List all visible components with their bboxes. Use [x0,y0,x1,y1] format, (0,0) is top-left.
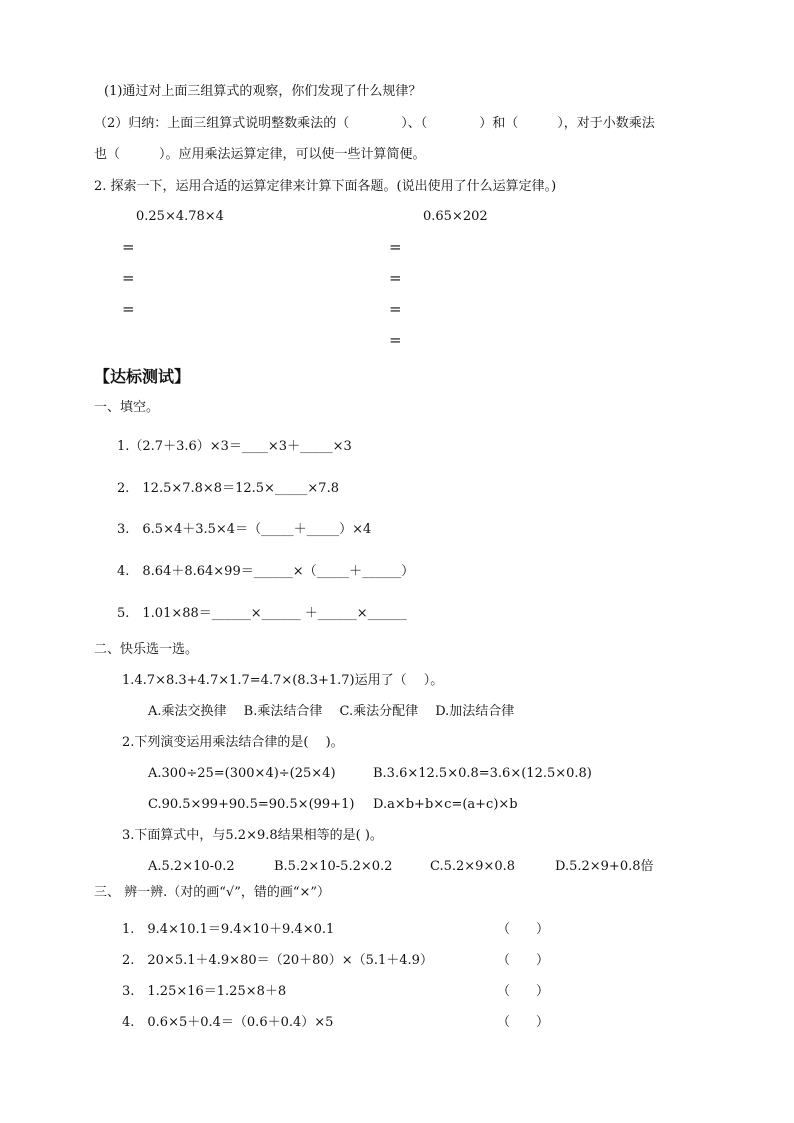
choice-option: D.5.2×9+0.8倍 [555,859,654,874]
question-observe-pattern: (1)通过对上面三组算式的观察，你们发现了什么规律？ [104,84,422,99]
question-summarize-line1: （2）归纳：上面三组算式说明整数乘法的（ ）、（ ）和（ ），对于小数乘法 [94,116,655,131]
test-heading: 【达标测试】 [94,367,191,386]
judge-statement: 4. 0.6×5＋0.4＝（0.6＋0.4）×5 [122,1015,334,1030]
left-equals-sign: = [122,269,135,287]
fill-blank-item: 1.（2.7＋3.6）×3＝____×3＋_____×3 [117,439,352,454]
explore-left-expression: 0.25×4.78×4 [136,209,224,224]
section2-title: 二、快乐选一选。 [94,642,199,657]
choice-question: 2.下列演变运用乘法结合律的是( )。 [122,735,344,750]
judge-answer-blank: （ ） [497,984,550,999]
explore-right-expression: 0.65×202 [423,209,488,224]
choice-option: A.5.2×10-0.2 [148,859,235,874]
question-summarize-line2: 也（ ）。应用乘法运算定律，可以使一些计算简便。 [94,147,426,162]
choice-option: B.5.2×10-5.2×0.2 [274,859,393,874]
judge-statement: 2. 20×5.1＋4.9×80＝（20＋80）×（5.1＋4.9） [122,953,433,968]
choice-options: A.乘法交换律 B.乘法结合律 C.乘法分配律 D.加法结合律 [148,704,515,719]
fill-blank-item: 3. 6.5×4＋3.5×4＝（_____＋_____）×4 [117,522,372,537]
right-equals-sign: = [389,331,402,349]
choice-question: 1.4.7×8.3+4.7×1.7=4.7×(8.3+1.7)运用了（ ）。 [122,673,444,688]
choice-option: C.5.2×9×0.8 [430,859,516,874]
right-equals-sign: = [389,269,402,287]
judge-statement: 3. 1.25×16＝1.25×8＋8 [122,984,287,999]
choice-option: D.a×b+b×c=(a+c)×b [373,797,518,812]
choice-question: 3.下面算式中，与5.2×9.8结果相等的是( )。 [122,828,383,843]
choice-option: C.90.5×99+90.5=90.5×(99+1) [148,797,355,812]
judge-answer-blank: （ ） [497,1015,550,1030]
judge-answer-blank: （ ） [497,953,550,968]
judge-answer-blank: （ ） [497,922,550,937]
choice-option: B.3.6×12.5×0.8=3.6×(12.5×0.8) [373,766,592,781]
fill-blank-item: 5. 1.01×88＝______×______ ＋______×______ [117,606,407,621]
section3-title: 三、 辨一辨.（对的画“√”，错的画“×”） [94,885,331,900]
fill-blank-item: 2. 12.5×7.8×8＝12.5×_____×7.8 [117,481,339,496]
judge-statement: 1. 9.4×10.1＝9.4×10＋9.4×0.1 [122,922,335,937]
right-equals-sign: = [389,300,402,318]
choice-option: A.300÷25=(300×4)÷(25×4) [148,766,336,781]
left-equals-sign: = [122,238,135,256]
section1-title: 一、填空。 [94,400,160,415]
right-equals-sign: = [389,238,402,256]
left-equals-sign: = [122,300,135,318]
fill-blank-item: 4. 8.64＋8.64×99＝______×（_____＋______） [117,564,415,579]
explore-title: 2. 探索一下，运用合适的运算定律来计算下面各题。(说出使用了什么运算定律。) [94,179,557,194]
